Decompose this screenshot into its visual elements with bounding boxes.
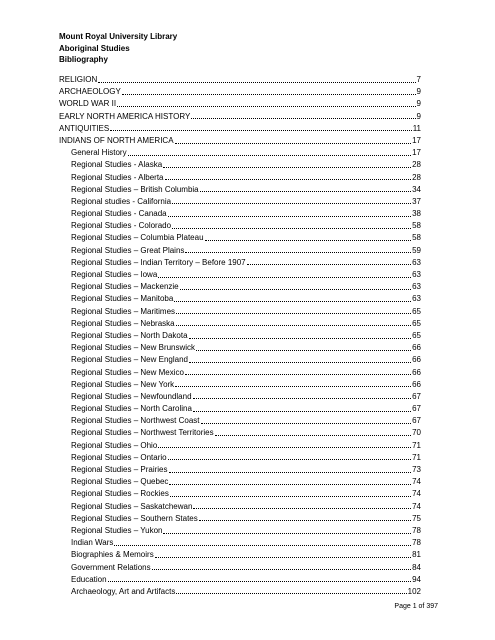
- toc-dot-leader: [196, 350, 411, 351]
- toc-entry-page: 65: [412, 306, 421, 316]
- toc-entry-label: Regional Studies – British Columbia: [71, 184, 199, 194]
- toc-entry-label: Regional Studies – Northwest Coast: [71, 416, 200, 426]
- toc-dot-leader: [114, 545, 411, 546]
- toc-entry[interactable]: [59, 330, 421, 342]
- toc-entry[interactable]: [59, 562, 421, 574]
- toc-entry-label: Regional Studies – Ohio: [71, 440, 158, 450]
- toc-entry-page: 9: [416, 111, 421, 121]
- toc-dot-leader: [201, 423, 412, 424]
- toc-entry-label: RELIGION: [59, 75, 98, 84]
- toc-entry[interactable]: [59, 488, 421, 500]
- toc-dot-leader: [163, 167, 411, 168]
- toc-entry[interactable]: [59, 86, 421, 98]
- toc-entry[interactable]: [59, 440, 421, 452]
- library-name: Mount Royal University Library: [59, 32, 178, 41]
- toc-entry-label: Regional Studies – Quebec: [71, 477, 169, 487]
- toc-entry-page: 58: [412, 221, 421, 231]
- toc-entry-page: 74: [412, 489, 421, 499]
- toc-entry-page: 59: [412, 245, 421, 255]
- toc-entry-page: 11: [412, 123, 421, 133]
- toc-entry-label: Archaeology, Art and Artifacts: [71, 586, 176, 596]
- toc-entry-page: 74: [412, 501, 421, 511]
- toc-entry[interactable]: [59, 513, 421, 525]
- toc-entry-page: 74: [412, 477, 421, 487]
- toc-entry[interactable]: [59, 74, 421, 86]
- toc-entry[interactable]: [59, 501, 421, 513]
- toc-entry-label: Regional Studies – Great Plains: [71, 245, 185, 255]
- toc-entry[interactable]: [59, 135, 421, 147]
- toc-entry-label: Regional Studies – New England: [71, 355, 188, 365]
- toc-dot-leader: [215, 435, 412, 436]
- toc-entry[interactable]: [59, 208, 421, 220]
- toc-dot-leader: [169, 484, 411, 485]
- toc-entry-label: Regional Studies – North Dakota: [71, 330, 188, 340]
- toc-entry-label: Regional Studies - Alaska: [71, 160, 163, 170]
- toc-entry-page: 63: [412, 270, 421, 279]
- toc-entry-page: 66: [412, 367, 421, 377]
- toc-entry-label: Regional Studies – New Mexico: [71, 367, 184, 377]
- toc-entry-page: 34: [412, 184, 421, 194]
- toc-dot-leader: [110, 130, 411, 131]
- toc-entry-page: 9: [416, 87, 421, 97]
- toc-entry-label: Regional Studies – Columbia Plateau: [71, 233, 204, 243]
- toc-entry[interactable]: [59, 537, 421, 549]
- toc-entry[interactable]: [59, 574, 421, 586]
- toc-entry-page: 17: [412, 135, 421, 145]
- toc-entry-page: 71: [412, 452, 421, 462]
- toc-entry-label: EARLY NORTH AMERICA HISTORY: [59, 111, 191, 121]
- toc-entry-label: Regional Studies – Iowa: [71, 270, 158, 279]
- toc-entry-page: 84: [412, 562, 421, 572]
- toc-dot-leader: [168, 459, 411, 460]
- toc-entry-label: Regional Studies – Mackenzie: [71, 282, 179, 292]
- toc-entry[interactable]: [59, 257, 421, 269]
- table-of-contents: [59, 74, 421, 598]
- toc-entry[interactable]: [59, 147, 421, 159]
- toc-dot-leader: [170, 496, 411, 497]
- toc-entry-page: 65: [412, 330, 421, 340]
- toc-dot-leader: [108, 581, 412, 582]
- toc-entry-label: Regional Studies – Manitoba: [71, 294, 174, 304]
- toc-dot-leader: [191, 118, 415, 119]
- toc-entry[interactable]: [59, 159, 421, 171]
- toc-dot-leader: [199, 520, 411, 521]
- document-type: Bibliography: [59, 55, 108, 64]
- toc-entry[interactable]: [59, 427, 421, 439]
- toc-dot-leader: [247, 264, 411, 265]
- toc-entry[interactable]: [59, 196, 421, 208]
- toc-entry-page: 7: [416, 75, 421, 84]
- toc-entry[interactable]: [59, 464, 421, 476]
- toc-entry-label: ANTIQUITIES: [59, 123, 110, 133]
- toc-entry-label: Regional Studies - Colorado: [71, 221, 172, 231]
- toc-entry[interactable]: [59, 476, 421, 488]
- toc-entry-page: 28: [412, 172, 421, 182]
- toc-entry-page: 75: [412, 513, 421, 523]
- toc-entry[interactable]: [59, 245, 421, 257]
- toc-entry[interactable]: [59, 318, 421, 330]
- toc-dot-leader: [98, 82, 415, 83]
- toc-dot-leader: [180, 289, 411, 290]
- toc-dot-leader: [152, 569, 412, 570]
- page-number: Page 1 of 397: [394, 603, 438, 610]
- toc-dot-leader: [176, 593, 406, 594]
- toc-dot-leader: [185, 252, 411, 253]
- toc-entry-page: 71: [412, 440, 421, 450]
- toc-dot-leader: [155, 557, 411, 558]
- toc-entry-label: Regional Studies – New York: [71, 379, 175, 389]
- toc-dot-leader: [163, 533, 411, 534]
- toc-entry-page: 37: [412, 196, 421, 206]
- toc-entry[interactable]: [59, 367, 421, 379]
- toc-entry[interactable]: [59, 342, 421, 354]
- toc-entry[interactable]: [59, 525, 421, 537]
- collection-name: Aboriginal Studies: [59, 43, 130, 53]
- toc-dot-leader: [174, 301, 411, 302]
- toc-entry[interactable]: [59, 111, 421, 123]
- toc-dot-leader: [189, 338, 412, 339]
- toc-entry-page: 66: [412, 355, 421, 365]
- toc-dot-leader: [165, 179, 412, 180]
- toc-entry-label: Regional Studies – Saskatchewan: [71, 501, 193, 511]
- toc-entry-page: 65: [412, 318, 421, 328]
- toc-entry[interactable]: [59, 391, 421, 403]
- toc-dot-leader: [193, 508, 411, 509]
- toc-dot-leader: [122, 94, 416, 95]
- toc-dot-leader: [176, 313, 411, 314]
- toc-dot-leader: [205, 240, 412, 241]
- toc-entry-page: 70: [412, 428, 421, 438]
- toc-entry[interactable]: [59, 184, 421, 196]
- toc-entry-label: Regional Studies – Rockies: [71, 489, 169, 499]
- toc-entry-label: Regional Studies – New Brunswick: [71, 343, 196, 353]
- toc-entry-page: 102: [407, 586, 421, 596]
- toc-dot-leader: [172, 228, 411, 229]
- toc-dot-leader: [189, 362, 411, 363]
- toc-entry[interactable]: [59, 123, 421, 135]
- toc-entry-page: 78: [412, 525, 421, 535]
- toc-entry-label: Regional Studies – Newfoundland: [71, 391, 192, 401]
- toc-entry-page: 63: [412, 257, 421, 267]
- toc-entry-page: 58: [412, 233, 421, 243]
- toc-dot-leader: [193, 398, 412, 399]
- toc-entry-label: Regional Studies – Indian Territory – Before 1907: [71, 257, 246, 267]
- toc-entry-label: Regional Studies – North Carolina: [71, 404, 192, 414]
- toc-entry[interactable]: [59, 293, 421, 305]
- toc-entry-label: ARCHAEOLOGY: [59, 87, 121, 97]
- toc-entry-label: Regional Studies - Alberta: [71, 172, 164, 182]
- toc-entry[interactable]: [59, 452, 421, 464]
- toc-entry-label: Biographies & Memoirs: [71, 550, 154, 560]
- toc-entry[interactable]: [59, 269, 421, 281]
- toc-entry-page: 38: [412, 209, 421, 219]
- toc-entry[interactable]: [59, 403, 421, 415]
- toc-entry-label: Regional Studies – Prairies: [71, 465, 168, 474]
- toc-entry-page: 67: [412, 391, 421, 401]
- toc-entry[interactable]: [59, 354, 421, 366]
- toc-entry[interactable]: [59, 220, 421, 232]
- toc-entry-label: Regional Studies – Northwest Territories: [71, 428, 214, 438]
- toc-entry[interactable]: [59, 549, 421, 561]
- toc-dot-leader: [158, 447, 411, 448]
- toc-entry-label: Regional Studies – Southern States: [71, 513, 198, 523]
- toc-entry-label: Regional Studies – Nebraska: [71, 318, 175, 328]
- toc-entry-label: WORLD WAR II: [59, 99, 117, 109]
- toc-dot-leader: [169, 472, 412, 473]
- toc-entry-page: 28: [412, 160, 421, 170]
- toc-entry[interactable]: [59, 586, 421, 598]
- toc-entry-label: Regional Studies - Canada: [71, 209, 167, 219]
- toc-entry-page: 94: [412, 574, 421, 584]
- toc-entry-page: 9: [416, 99, 421, 109]
- toc-entry-label: Indian Wars: [71, 538, 114, 548]
- toc-entry-page: 17: [412, 148, 421, 158]
- toc-entry[interactable]: [59, 172, 421, 184]
- toc-dot-leader: [117, 106, 416, 107]
- toc-entry-label: Education: [71, 574, 107, 584]
- toc-dot-leader: [200, 191, 411, 192]
- toc-entry[interactable]: [59, 306, 421, 318]
- toc-entry-page: 63: [412, 294, 421, 304]
- toc-dot-leader: [128, 155, 412, 156]
- toc-entry-label: Regional Studies – Maritimes: [71, 306, 176, 316]
- toc-entry[interactable]: [59, 415, 421, 427]
- toc-entry-page: 66: [412, 343, 421, 353]
- toc-entry-page: 67: [412, 404, 421, 414]
- toc-entry-label: Regional studies - California: [71, 196, 172, 206]
- toc-entry[interactable]: [59, 232, 421, 244]
- toc-dot-leader: [168, 216, 411, 217]
- toc-entry-label: Regional Studies – Ontario: [71, 452, 167, 462]
- toc-entry-label: Government Relations: [71, 562, 151, 572]
- toc-dot-leader: [158, 277, 411, 278]
- toc-entry-label: Regional Studies – Yukon: [71, 525, 163, 535]
- toc-entry[interactable]: [59, 281, 421, 293]
- toc-dot-leader: [176, 325, 411, 326]
- toc-dot-leader: [175, 143, 412, 144]
- toc-entry-page: 66: [412, 379, 421, 389]
- document-header: [59, 31, 177, 66]
- toc-dot-leader: [175, 386, 411, 387]
- toc-entry-page: 78: [412, 538, 421, 548]
- toc-entry-page: 81: [412, 550, 421, 560]
- toc-dot-leader: [185, 374, 411, 375]
- toc-dot-leader: [193, 411, 411, 412]
- toc-entry[interactable]: [59, 98, 421, 110]
- toc-entry-page: 73: [412, 465, 421, 474]
- toc-entry-page: 67: [412, 416, 421, 426]
- toc-dot-leader: [172, 203, 411, 204]
- toc-entry[interactable]: [59, 379, 421, 391]
- toc-entry-page: 63: [412, 282, 421, 292]
- toc-entry-label: INDIANS OF NORTH AMERICA: [59, 135, 174, 145]
- toc-entry-label: General History: [71, 148, 127, 158]
